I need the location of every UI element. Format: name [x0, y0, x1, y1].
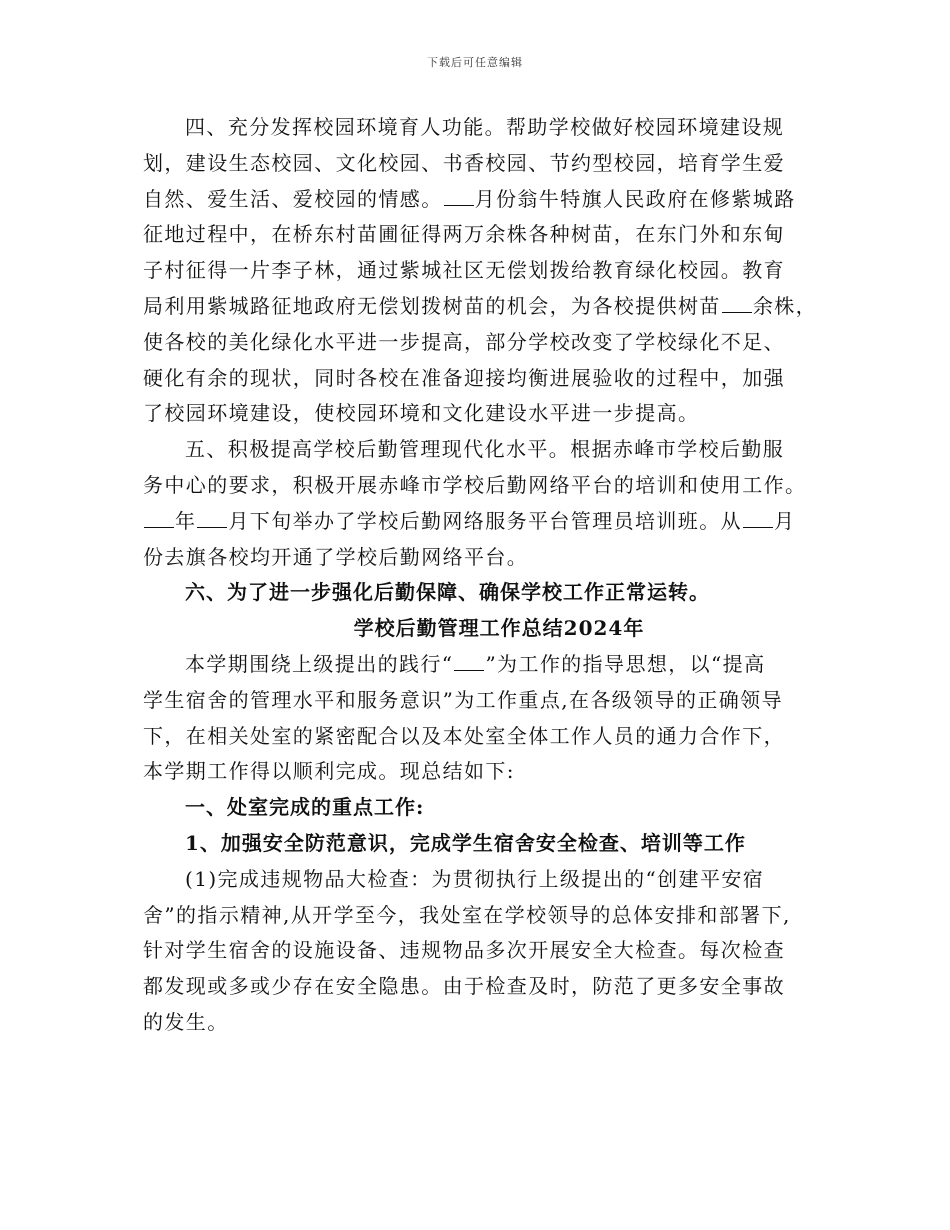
section5-line-1: 五、积极提高学校后勤管理现代化水平。根据赤峰市学校后勤服	[185, 437, 785, 462]
summary-p1-line-1	[143, 647, 825, 683]
section4-line-6b: 余株，	[752, 293, 818, 318]
section5-line-3c: 月	[774, 508, 796, 533]
fill-blank	[722, 311, 752, 313]
section4-line-2: 划，建设生态校园、文化校园、书香校园、节约型校园，培育学生爱	[143, 150, 785, 175]
summary-p2-line-5: 的发生。	[143, 1009, 229, 1034]
section5-line-4: 份去旗各校均开通了学校后勤网络平台。	[143, 544, 529, 569]
summary-heading-2: 1、加强安全防范意识，完成学生宿舍安全检查、培训等工作	[185, 830, 746, 855]
summary-p2-line-4: 都发现或多或少存在安全隐患。由于检查及时，防范了更多安全事故	[143, 974, 785, 999]
section4-line-8: 硬化有余的现状，同时各校在准备迎接均衡进展验收的过程中，加强	[143, 365, 785, 390]
document-body	[143, 110, 825, 1041]
fill-blank	[743, 526, 773, 528]
summary-p2-line-1: (1)完成违规物品大检查：为贯彻执行上级提出的“创建平安宿	[185, 866, 765, 891]
section4-line-3a: 自然、爱生活、爱校园的情感。	[143, 186, 443, 211]
section4-line-3	[143, 182, 825, 218]
summary-p1-line-3: 下，在相关处室的紧密配合以及本处室全体工作人员的通力合作下，	[143, 723, 785, 748]
fill-blank	[454, 669, 484, 671]
summary-p1-line-1b: ”为工作的指导思想，以“提高	[485, 651, 766, 676]
summary-p1-line-2: 学生宿舍的管理水平和服务意识”为工作重点,在各级领导的正确领导	[143, 687, 783, 712]
section4-line-5: 子村征得一片李子林，通过紫城社区无偿划拨给教育绿化校园。教育	[143, 258, 785, 283]
summary-p1-line-4: 本学期工作得以顺利完成。现总结如下:	[143, 759, 515, 784]
section5-line-3	[143, 504, 825, 540]
section5-line-3a: 年	[175, 508, 197, 533]
summary-heading-1: 一、处室完成的重点工作:	[185, 795, 425, 820]
section4-line-6	[143, 289, 825, 325]
summary-p1-line-1a: 本学期围绕上级提出的践行“	[185, 651, 454, 676]
section4-line-6a: 局利用紫城路征地政府无偿划拨树苗的机会，为各校提供树苗	[143, 293, 721, 318]
section4-line-3b: 月份翁牛特旗人民政府在修紫城路	[474, 186, 796, 211]
summary-title: 学校后勤管理工作总结2024年	[353, 616, 645, 641]
section4-line-7: 使各校的美化绿化水平进一步提高，部分学校改变了学校绿化不足、	[143, 329, 785, 354]
section5-line-3b: 月下旬举办了学校后勤网络服务平台管理员培训班。从	[228, 508, 743, 533]
header-note: 下载后可任意编辑	[427, 56, 523, 69]
summary-p2-line-2: 舍”的指示精神,从开学至今，我处室在学校领导的总体安排和部署下,	[143, 902, 791, 927]
section4-line-4: 征地过程中，在桥东村苗圃征得两万余株各种树苗，在东门外和东甸	[143, 222, 785, 247]
section6-heading: 六、为了进一步强化后勤保障、确保学校工作正常运转。	[185, 580, 710, 605]
section4-line-1: 四、充分发挥校园环境育人功能。帮助学校做好校园环境建设规	[185, 115, 785, 139]
fill-blank	[144, 526, 174, 528]
section5-line-2: 务中心的要求，积极开展赤峰市学校后勤网络平台的培训和使用工作。	[143, 472, 807, 497]
fill-blank	[197, 526, 227, 528]
fill-blank	[444, 204, 474, 206]
summary-p2-line-3: 针对学生宿舍的设施设备、违规物品多次开展安全大检查。每次检查	[143, 938, 785, 963]
section4-line-9: 了校园环境建设，使校园环境和文化建设水平进一步提高。	[143, 401, 700, 426]
